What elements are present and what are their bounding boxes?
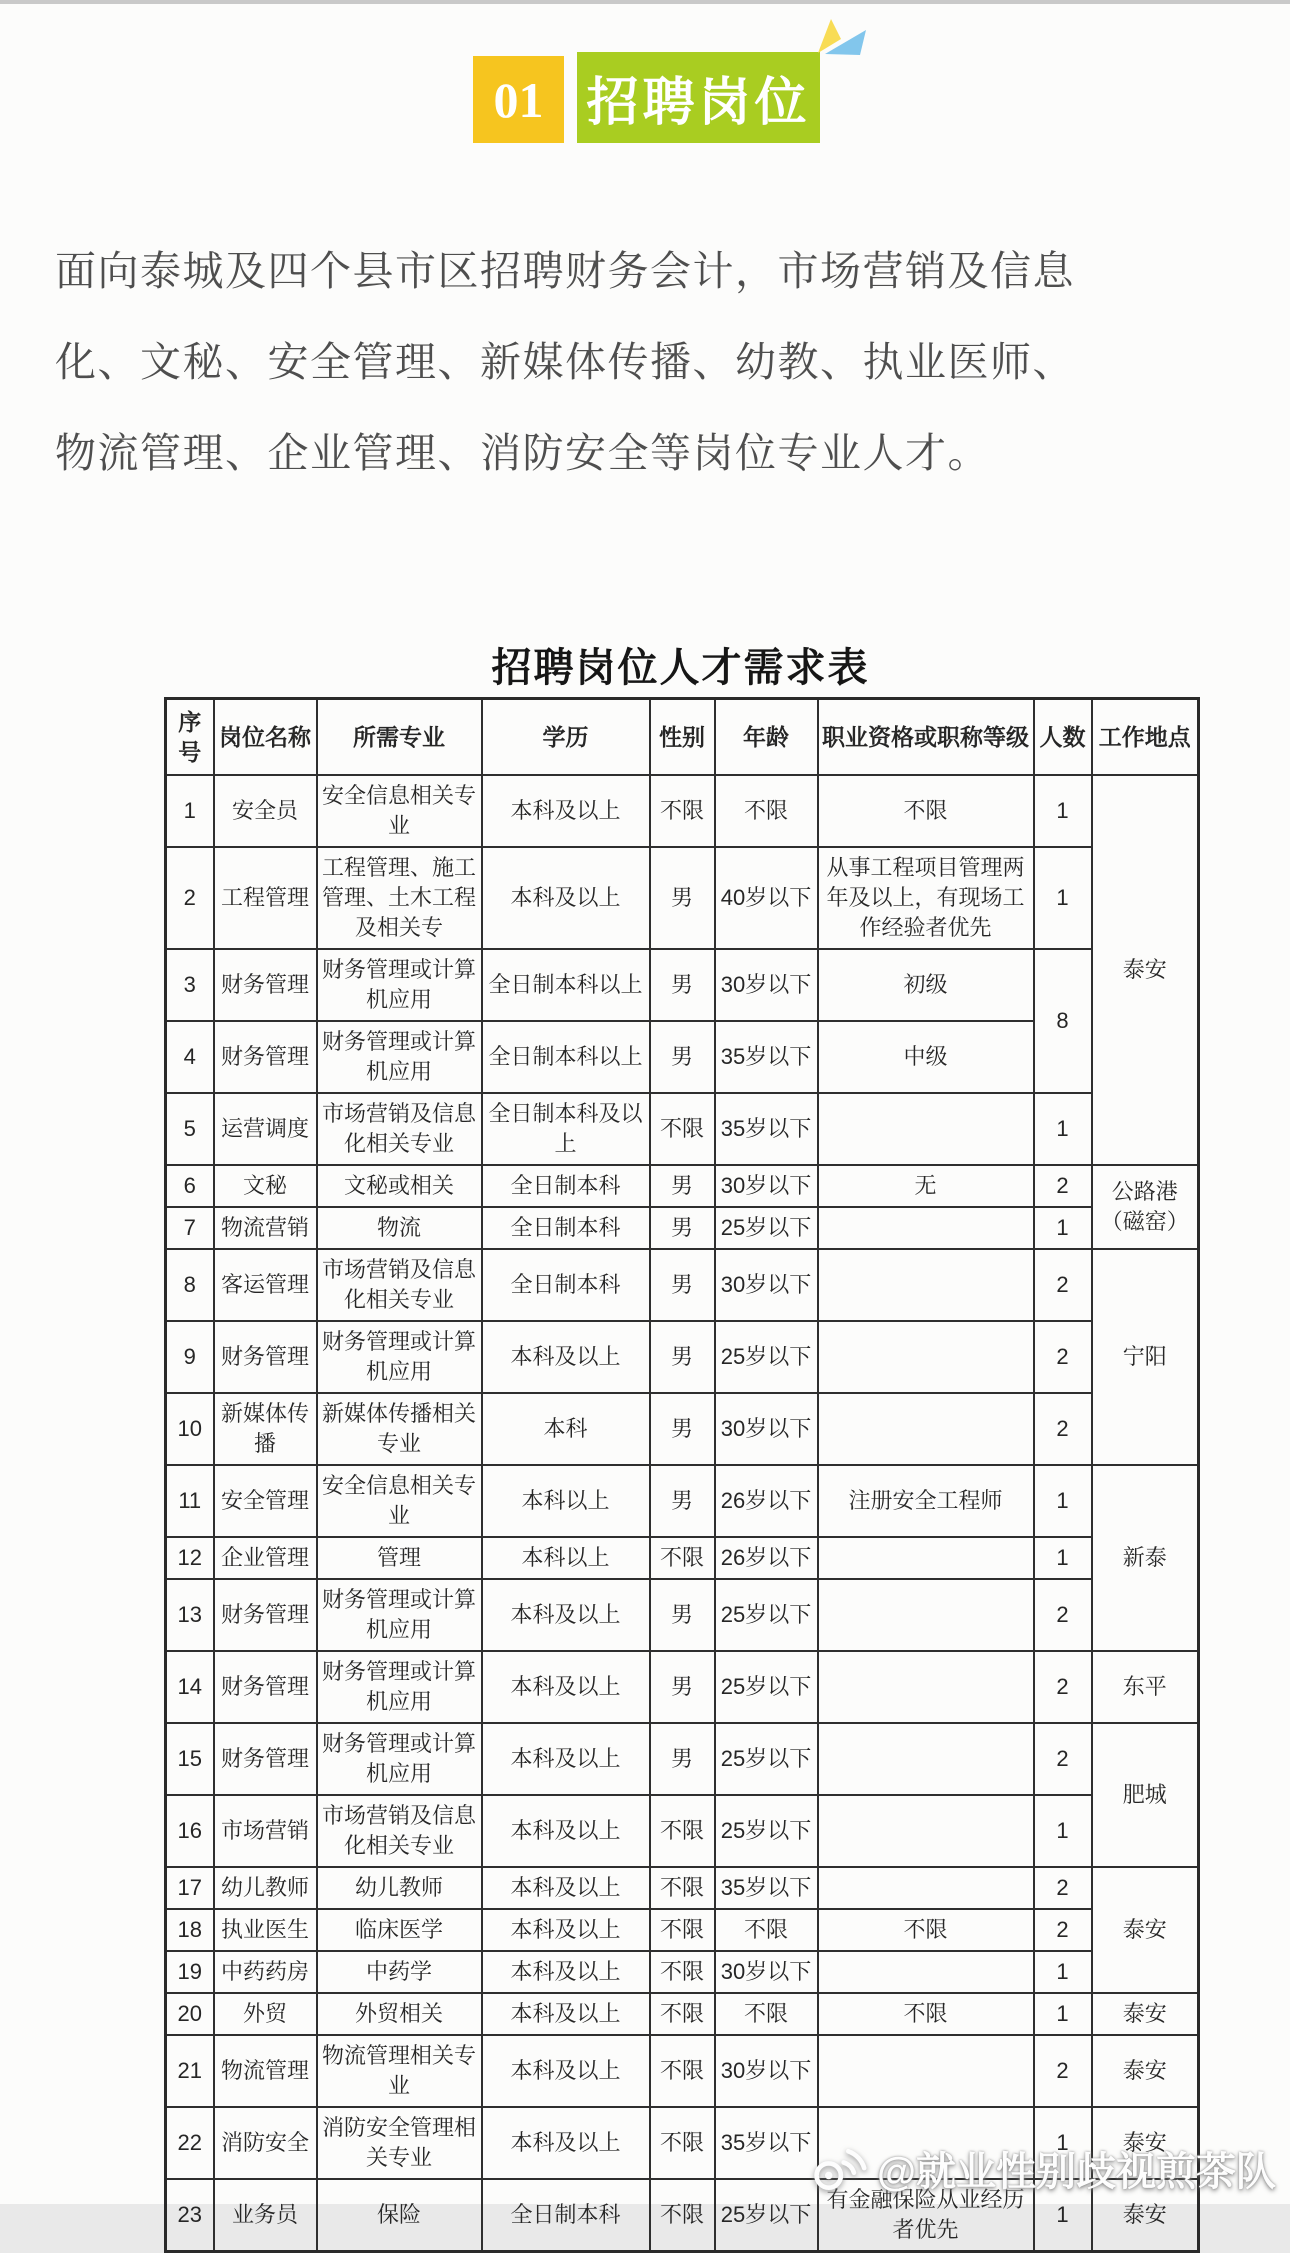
cell-age: 不限	[715, 775, 818, 847]
cell-count: 2	[1034, 1579, 1092, 1651]
cell-count: 1	[1034, 1207, 1092, 1249]
cell-major: 安全信息相关专业	[317, 775, 482, 847]
cell-qualification	[818, 1537, 1034, 1579]
cell-gender: 男	[650, 1723, 715, 1795]
cell-age: 30岁以下	[715, 1393, 818, 1465]
cell-major: 市场营销及信息化相关专业	[317, 1249, 482, 1321]
requirements-table	[164, 697, 1200, 2253]
cell-major: 工程管理、施工管理、土木工程及相关专	[317, 847, 482, 949]
cell-age: 30岁以下	[715, 1165, 818, 1207]
cell-age: 26岁以下	[715, 1465, 818, 1537]
cell-count: 2	[1034, 1909, 1092, 1951]
cell-qualification	[818, 1579, 1034, 1651]
cell-no: 11	[166, 1465, 214, 1537]
cell-qualification: 有金融保险从业经历者优先	[818, 2179, 1034, 2252]
cell-major: 保险	[317, 2179, 482, 2252]
cell-age: 26岁以下	[715, 1537, 818, 1579]
cell-location: 泰安	[1092, 1993, 1199, 2035]
cell-count: 1	[1034, 2179, 1092, 2252]
cell-gender: 男	[650, 847, 715, 949]
cell-gender: 男	[650, 1579, 715, 1651]
cell-degree: 全日制本科	[482, 1207, 650, 1249]
cell-qualification: 注册安全工程师	[818, 1465, 1034, 1537]
cell-gender: 男	[650, 1321, 715, 1393]
cell-no: 16	[166, 1795, 214, 1867]
cell-position: 消防安全	[214, 2107, 317, 2179]
cell-qualification	[818, 1321, 1034, 1393]
cell-location: 肥城	[1092, 1723, 1199, 1867]
cell-position: 客运管理	[214, 1249, 317, 1321]
cell-count: 2	[1034, 1651, 1092, 1723]
cell-position: 财务管理	[214, 1723, 317, 1795]
table-row	[166, 1321, 1199, 1393]
cell-position: 工程管理	[214, 847, 317, 949]
top-edge-divider	[0, 0, 1290, 4]
cell-gender: 不限	[650, 2107, 715, 2179]
cell-position: 企业管理	[214, 1537, 317, 1579]
weibo-icon	[811, 2146, 867, 2192]
cell-position: 财务管理	[214, 1651, 317, 1723]
cell-age: 30岁以下	[715, 949, 818, 1021]
cell-location: 泰安	[1092, 2107, 1199, 2179]
cell-major: 安全信息相关专业	[317, 1465, 482, 1537]
cell-no: 8	[166, 1249, 214, 1321]
cell-major: 外贸相关	[317, 1993, 482, 2035]
cell-age: 30岁以下	[715, 1249, 818, 1321]
table-row	[166, 1249, 1199, 1321]
cell-count: 1	[1034, 1537, 1092, 1579]
cell-count: 1	[1034, 847, 1092, 949]
cell-age: 35岁以下	[715, 1093, 818, 1165]
cell-age: 35岁以下	[715, 1021, 818, 1093]
cell-degree: 本科及以上	[482, 2035, 650, 2107]
cell-major: 临床医学	[317, 1909, 482, 1951]
cell-degree: 本科及以上	[482, 1993, 650, 2035]
cell-age: 30岁以下	[715, 2035, 818, 2107]
cell-major: 管理	[317, 1537, 482, 1579]
cell-no: 12	[166, 1537, 214, 1579]
cell-no: 22	[166, 2107, 214, 2179]
cell-degree: 全日制本科及以上	[482, 1093, 650, 1165]
cell-major: 财务管理或计算机应用	[317, 1723, 482, 1795]
cell-degree: 全日制本科	[482, 1249, 650, 1321]
cell-position: 物流营销	[214, 1207, 317, 1249]
cell-gender: 不限	[650, 2035, 715, 2107]
cell-degree: 本科及以上	[482, 1723, 650, 1795]
cell-degree: 本科及以上	[482, 1321, 650, 1393]
cell-gender: 不限	[650, 1867, 715, 1909]
cell-no: 18	[166, 1909, 214, 1951]
table-row	[166, 1909, 1199, 1951]
cell-count: 2	[1034, 1249, 1092, 1321]
cell-count: 2	[1034, 2035, 1092, 2107]
cell-location: 东平	[1092, 1651, 1199, 1723]
cell-major: 物流	[317, 1207, 482, 1249]
table-row	[166, 1951, 1199, 1993]
cell-age: 35岁以下	[715, 1867, 818, 1909]
table-row	[166, 1579, 1199, 1651]
cell-no: 17	[166, 1867, 214, 1909]
watermark-handle: @就业性别歧视煎茶队	[876, 2150, 1276, 2194]
cell-count: 8	[1034, 949, 1092, 1093]
cell-major: 市场营销及信息化相关专业	[317, 1093, 482, 1165]
cell-position: 执业医生	[214, 1909, 317, 1951]
cell-age: 25岁以下	[715, 2179, 818, 2252]
cell-location: 泰安	[1092, 2179, 1199, 2252]
cell-degree: 本科及以上	[482, 847, 650, 949]
cell-major: 财务管理或计算机应用	[317, 1579, 482, 1651]
cell-gender: 男	[650, 949, 715, 1021]
intro-line: 化、文秘、安全管理、新媒体传播、幼教、执业医师、	[55, 339, 1075, 385]
cell-age: 25岁以下	[715, 1651, 818, 1723]
cell-qualification: 不限	[818, 1909, 1034, 1951]
cell-count: 1	[1034, 1993, 1092, 2035]
cell-qualification	[818, 1951, 1034, 1993]
cell-position: 运营调度	[214, 1093, 317, 1165]
table-row	[166, 775, 1199, 847]
cell-gender: 不限	[650, 2179, 715, 2252]
cell-major: 财务管理或计算机应用	[317, 1651, 482, 1723]
cell-no: 3	[166, 949, 214, 1021]
cell-no: 19	[166, 1951, 214, 1993]
cell-major: 新媒体传播相关专业	[317, 1393, 482, 1465]
cell-major: 文秘或相关	[317, 1165, 482, 1207]
cell-degree: 全日制本科	[482, 1165, 650, 1207]
cell-count: 2	[1034, 1393, 1092, 1465]
section-number-badge	[473, 56, 564, 143]
header-degree: 学历	[482, 699, 650, 776]
cell-degree: 本科及以上	[482, 1951, 650, 1993]
cell-degree: 全日制本科以上	[482, 949, 650, 1021]
cell-no: 2	[166, 847, 214, 949]
cell-major: 财务管理或计算机应用	[317, 1321, 482, 1393]
cell-count: 2	[1034, 1165, 1092, 1207]
cell-qualification	[818, 1795, 1034, 1867]
cell-major: 财务管理或计算机应用	[317, 949, 482, 1021]
cell-age: 25岁以下	[715, 1723, 818, 1795]
cell-degree: 全日制本科	[482, 2179, 650, 2252]
cell-major: 中药学	[317, 1951, 482, 1993]
cell-no: 10	[166, 1393, 214, 1465]
table-title: 招聘岗位人才需求表	[491, 645, 870, 690]
cell-gender: 男	[650, 1393, 715, 1465]
cell-qualification: 不限	[818, 775, 1034, 847]
cell-count: 2	[1034, 1723, 1092, 1795]
cell-age: 25岁以下	[715, 1207, 818, 1249]
cell-position: 幼儿教师	[214, 1867, 317, 1909]
cell-degree: 本科及以上	[482, 1795, 650, 1867]
cell-qualification	[818, 1093, 1034, 1165]
cell-no: 9	[166, 1321, 214, 1393]
table-header-row	[166, 699, 1199, 776]
cell-age: 35岁以下	[715, 2107, 818, 2179]
cell-count: 2	[1034, 1321, 1092, 1393]
table-row	[166, 1393, 1199, 1465]
table-row	[166, 1795, 1199, 1867]
cell-location: 泰安	[1092, 1867, 1199, 1993]
cell-no: 23	[166, 2179, 214, 2252]
table-row	[166, 1207, 1199, 1249]
cell-no: 21	[166, 2035, 214, 2107]
corner-triangles-icon	[806, 14, 878, 60]
cell-degree: 本科及以上	[482, 1651, 650, 1723]
cell-count: 2	[1034, 1867, 1092, 1909]
cell-major: 消防安全管理相关专业	[317, 2107, 482, 2179]
table-row	[166, 847, 1199, 949]
cell-degree: 本科	[482, 1393, 650, 1465]
cell-qualification	[818, 1723, 1034, 1795]
header-no: 序号	[166, 699, 214, 776]
cell-major: 财务管理或计算机应用	[317, 1021, 482, 1093]
cell-count: 1	[1034, 775, 1092, 847]
cell-qualification	[818, 1393, 1034, 1465]
intro-line: 面向泰城及四个县市区招聘财务会计，市场营销及信息	[55, 248, 1075, 294]
cell-location: 新泰	[1092, 1465, 1199, 1651]
cell-position: 财务管理	[214, 949, 317, 1021]
section-title: 招聘岗位	[586, 74, 811, 132]
table-row	[166, 1867, 1199, 1909]
cell-degree: 本科以上	[482, 1537, 650, 1579]
cell-qualification: 中级	[818, 1021, 1034, 1093]
cell-location: 宁阳	[1092, 1249, 1199, 1465]
cell-gender: 男	[650, 1651, 715, 1723]
header-qualification: 职业资格或职称等级	[818, 699, 1034, 776]
cell-position: 财务管理	[214, 1021, 317, 1093]
cell-gender: 不限	[650, 1537, 715, 1579]
cell-qualification: 从事工程项目管理两年及以上，有现场工作经验者优先	[818, 847, 1034, 949]
cell-age: 25岁以下	[715, 1321, 818, 1393]
cell-gender: 不限	[650, 1909, 715, 1951]
cell-position: 中药药房	[214, 1951, 317, 1993]
cell-no: 5	[166, 1093, 214, 1165]
cell-count: 1	[1034, 1795, 1092, 1867]
cell-gender: 不限	[650, 775, 715, 847]
cell-degree: 本科及以上	[482, 1867, 650, 1909]
header-position: 岗位名称	[214, 699, 317, 776]
cell-gender: 男	[650, 1207, 715, 1249]
cell-degree: 全日制本科以上	[482, 1021, 650, 1093]
cell-no: 7	[166, 1207, 214, 1249]
cell-major: 幼儿教师	[317, 1867, 482, 1909]
table-row	[166, 1993, 1199, 2035]
cell-no: 15	[166, 1723, 214, 1795]
cell-position: 市场营销	[214, 1795, 317, 1867]
cell-no: 1	[166, 775, 214, 847]
cell-position: 新媒体传播	[214, 1393, 317, 1465]
cell-qualification: 不限	[818, 1993, 1034, 2035]
header-age: 年龄	[715, 699, 818, 776]
cell-gender: 不限	[650, 1795, 715, 1867]
cell-age: 25岁以下	[715, 1579, 818, 1651]
header-gender: 性别	[650, 699, 715, 776]
cell-location: 泰安	[1092, 775, 1199, 1165]
cell-degree: 本科及以上	[482, 1909, 650, 1951]
cell-qualification: 初级	[818, 949, 1034, 1021]
cell-gender: 不限	[650, 1951, 715, 1993]
cell-degree: 本科及以上	[482, 775, 650, 847]
cell-age: 不限	[715, 1909, 818, 1951]
cell-degree: 本科及以上	[482, 1579, 650, 1651]
cell-qualification: 无	[818, 1165, 1034, 1207]
table-row	[166, 1093, 1199, 1165]
cell-location: 泰安	[1092, 2035, 1199, 2107]
cell-position: 安全管理	[214, 1465, 317, 1537]
cell-position: 安全员	[214, 775, 317, 847]
cell-no: 4	[166, 1021, 214, 1093]
cell-major: 物流管理相关专业	[317, 2035, 482, 2107]
cell-gender: 不限	[650, 1093, 715, 1165]
header-major: 所需专业	[317, 699, 482, 776]
cell-position: 业务员	[214, 2179, 317, 2252]
cell-no: 14	[166, 1651, 214, 1723]
cell-gender: 男	[650, 1465, 715, 1537]
table-row	[166, 1651, 1199, 1723]
cell-no: 20	[166, 1993, 214, 2035]
cell-position: 外贸	[214, 1993, 317, 2035]
intro-line: 物流管理、企业管理、消防安全等岗位专业人才。	[55, 430, 990, 476]
cell-location: 公路港（磁窑）	[1092, 1165, 1199, 1249]
cell-age: 25岁以下	[715, 1795, 818, 1867]
cell-qualification	[818, 1651, 1034, 1723]
watermark	[811, 2140, 1276, 2197]
table-row	[166, 1465, 1199, 1537]
table-body	[166, 775, 1199, 2252]
table-row	[166, 1723, 1199, 1795]
table-row	[166, 949, 1199, 1021]
cell-position: 财务管理	[214, 1321, 317, 1393]
cell-qualification	[818, 2035, 1034, 2107]
cell-position: 财务管理	[214, 1579, 317, 1651]
cell-degree: 本科以上	[482, 1465, 650, 1537]
cell-gender: 男	[650, 1021, 715, 1093]
cell-no: 6	[166, 1165, 214, 1207]
cell-major: 市场营销及信息化相关专业	[317, 1795, 482, 1867]
cell-qualification	[818, 1249, 1034, 1321]
cell-age: 40岁以下	[715, 847, 818, 949]
cell-count: 1	[1034, 1465, 1092, 1537]
table-row	[166, 1165, 1199, 1207]
table-row	[166, 1537, 1199, 1579]
cell-count: 1	[1034, 1093, 1092, 1165]
section-title-badge	[577, 52, 820, 143]
cell-qualification	[818, 1207, 1034, 1249]
cell-qualification	[818, 1867, 1034, 1909]
cell-gender: 男	[650, 1165, 715, 1207]
cell-count: 1	[1034, 2107, 1092, 2179]
cell-gender: 不限	[650, 1993, 715, 2035]
table-row	[166, 2035, 1199, 2107]
cell-count: 1	[1034, 1951, 1092, 1993]
intro-paragraph	[55, 226, 1247, 499]
cell-position: 物流管理	[214, 2035, 317, 2107]
cell-age: 30岁以下	[715, 1951, 818, 1993]
cell-degree: 本科及以上	[482, 2107, 650, 2179]
cell-no: 13	[166, 1579, 214, 1651]
header-location: 工作地点	[1092, 699, 1199, 776]
header-count: 人数	[1034, 699, 1092, 776]
cell-age: 不限	[715, 1993, 818, 2035]
section-number: 01	[493, 71, 544, 128]
cell-position: 文秘	[214, 1165, 317, 1207]
cell-gender: 男	[650, 1249, 715, 1321]
